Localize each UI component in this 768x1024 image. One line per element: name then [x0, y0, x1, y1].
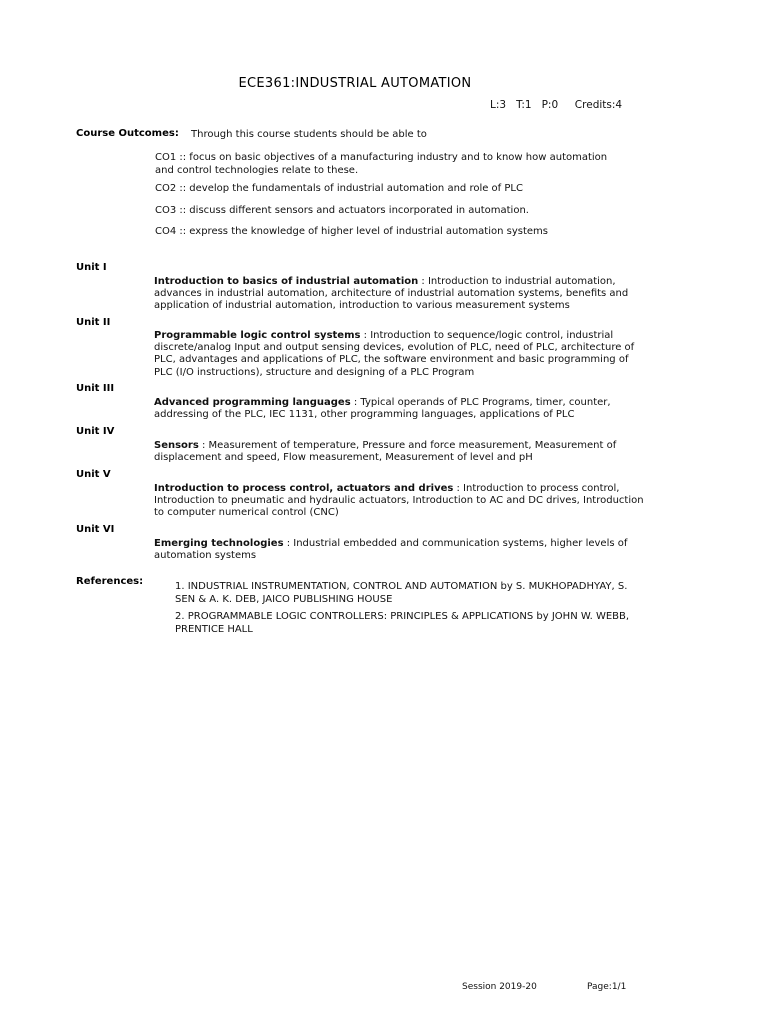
unit-body [154, 483, 646, 520]
reference-item: 1. INDUSTRIAL INSTRUMENTATION, CONTROL AND AUTOMATION by S. MUKHOPADHYAY, S. SEN & A. K. DEB, JAICO PUBLISHING HOUSE [175, 581, 628, 605]
unit-label: Unit V [76, 469, 111, 480]
unit-label: Unit III [76, 383, 115, 394]
unit-heading: Emerging technologies [154, 538, 284, 549]
unit-content: : Typical operands of PLC Programs, timer, counter, addressing of the PLC, IEC 1131, other programming languages, applications of PLC [154, 397, 611, 421]
course-outcomes-label: Course Outcomes: [76, 128, 179, 139]
unit-content: : Introduction to industrial automation, advances in industrial automation, architecture of industrial automation systems, benefits and application of industrial automation, introduction to various measurement systems [154, 276, 629, 312]
unit-body [154, 397, 646, 421]
references-label: References: [76, 576, 144, 587]
unit-body [154, 538, 646, 562]
unit-body [154, 440, 646, 464]
unit-content: : Introduction to process control, Introduction to pneumatic and hydraulic actuators, Introduction to AC and DC drives, Introduction to computer numerical control (CNC) [154, 483, 644, 519]
unit-label: Unit II [76, 317, 111, 328]
course-outcome-item: CO4 :: express the knowledge of higher level of industrial automation systems [155, 226, 548, 237]
course-title: ECE361:INDUSTRIAL AUTOMATION [238, 76, 472, 91]
unit-body [154, 330, 646, 379]
unit-body [154, 276, 646, 313]
unit-heading: Programmable logic control systems [154, 330, 361, 341]
course-outcome-item: CO2 :: develop the fundamentals of industrial automation and role of PLC [155, 183, 523, 194]
course-outcome-item: CO1 :: focus on basic objectives of a manufacturing industry and to know how automation and control technologies relate to these. [155, 152, 608, 176]
unit-heading: Introduction to basics of industrial automation [154, 276, 419, 287]
unit-label: Unit VI [76, 524, 115, 535]
unit-label: Unit IV [76, 426, 115, 437]
unit-heading: Introduction to process control, actuators and drives [154, 483, 454, 494]
page-number: Page:1/1 [587, 982, 627, 992]
course-outcome-item: CO3 :: discuss different sensors and actuators incorporated in automation. [155, 205, 529, 216]
course-outcomes-intro: Through this course students should be able to [191, 129, 427, 140]
unit-content: : Measurement of temperature, Pressure and force measurement, Measurement of displacement and speed, Flow measurement, Measurement of level and pH [154, 440, 617, 464]
unit-label: Unit I [76, 262, 107, 273]
unit-heading: Advanced programming languages [154, 397, 351, 408]
reference-item: 2. PROGRAMMABLE LOGIC CONTROLLERS: PRINCIPLES & APPLICATIONS by JOHN W. WEBB, PRENTICE HALL [175, 611, 630, 635]
credits-line: L:3 T:1 P:0 Credits:4 [490, 99, 623, 111]
session-text: Session 2019-20 [462, 982, 537, 992]
unit-content: : Industrial embedded and communication systems, higher levels of automation systems [154, 538, 628, 562]
unit-content: : Introduction to sequence/logic control, industrial discrete/analog Input and output sensing devices, evolution of PLC, need of PLC, architecture of PLC, advantages and applications of PLC, the software environment and basic programming of PLC (I/O instructions), structure and designing of a PLC Program [154, 330, 635, 378]
unit-heading: Sensors [154, 440, 199, 451]
